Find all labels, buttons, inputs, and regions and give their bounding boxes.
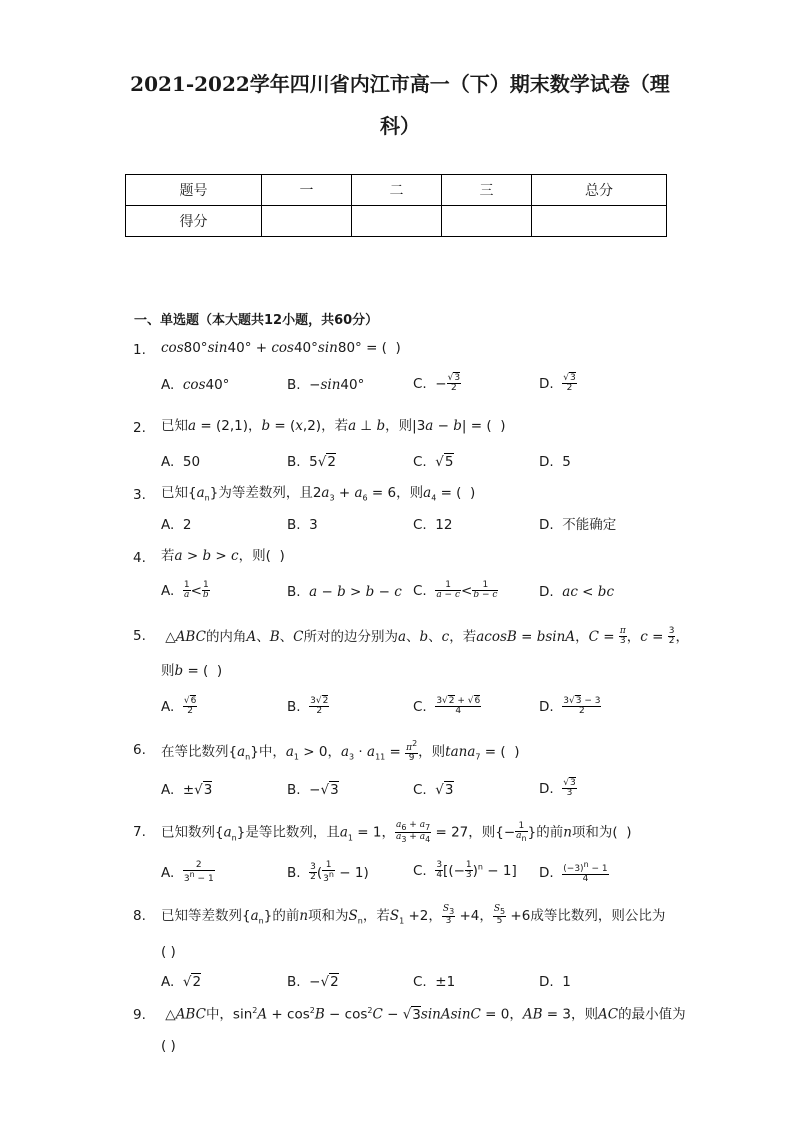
score-row-label: 得分: [126, 206, 262, 237]
question-stem-cont: ( ): [161, 1038, 176, 1054]
option-d[interactable]: D. ac < bc: [539, 584, 614, 600]
exam-title-line2: 科）: [380, 114, 420, 138]
option-b[interactable]: B. $\frac{3}{2}$ ( $\frac{1}{3^n}$ − 1): [287, 860, 369, 885]
option-a[interactable]: A. ±√3: [161, 782, 213, 798]
option-c[interactable]: C. − $\frac{√3}{2}$: [413, 373, 461, 394]
option-c[interactable]: C. $\frac{3}{4}$ [(− $\frac{1}{3}$ )$^n$ − 1]: [413, 860, 517, 881]
score-table-header-row: [126, 175, 667, 206]
score-table-score-row: [126, 206, 667, 237]
score-cell: 题号: [126, 175, 262, 206]
option-b[interactable]: B. $\frac{3√2}{2}$: [287, 696, 329, 717]
question-stem: △ABC的内角A、B、C所对的边分别为a、b、c，若acosB = bsinA，C = $\frac{\pi}{3}$ ，c = $\frac{3}{2}$ ，: [161, 626, 689, 647]
option-a[interactable]: A. 50: [161, 454, 201, 470]
score-blank-cell[interactable]: [442, 206, 532, 237]
option-b[interactable]: B. −√2: [287, 974, 339, 990]
question-number: 8.: [133, 908, 146, 924]
question-stem: 已知等差数列$\{a_n\}$的前n项和为$S_n$，若$S_1 +2$， $\frac{S_3}{3}$ +4， $\frac{S_5}{5}$ +6成等比数列，则公比为: [161, 904, 666, 927]
question-stem: 若a > b > c，则( ): [161, 548, 285, 564]
option-c[interactable]: C. ±1: [413, 974, 456, 990]
option-d[interactable]: D. 5: [539, 454, 571, 470]
option-c[interactable]: C. $\frac{3√2 + √6}{4}$: [413, 696, 481, 717]
option-d[interactable]: D. $\frac{3√3 - 3}{2}$: [539, 696, 601, 717]
question-stem-cont: ( ): [161, 944, 176, 960]
score-cell: 三: [442, 175, 532, 206]
option-b[interactable]: B. 3: [287, 517, 318, 533]
question-stem: △ABC中，$\sin^2A + \cos^2B - \cos^2C$ − √3sinAsinC = 0，AB = 3，则AC的最小值为: [161, 1006, 686, 1023]
question-stem: cos80°sin40° + cos40°sin80° = ( ): [161, 340, 401, 356]
score-blank-cell[interactable]: [262, 206, 352, 237]
option-b[interactable]: B. a − b > b − c: [287, 584, 402, 600]
option-b[interactable]: B. −√3: [287, 782, 339, 798]
score-cell: 一: [262, 175, 352, 206]
option-d[interactable]: D. 不能确定: [539, 517, 617, 533]
score-cell: 二: [352, 175, 442, 206]
score-table: [125, 174, 667, 237]
question-number: 3.: [133, 487, 146, 503]
question-stem-cont: 则b = ( ): [161, 663, 223, 679]
option-a[interactable]: A. $\frac{1}{a}$ < $\frac{1}{b}$: [161, 580, 209, 601]
question-number: 4.: [133, 550, 146, 566]
option-a[interactable]: A. √2: [161, 974, 202, 990]
option-d[interactable]: D. $\frac{(-3)^n - 1}{4}$: [539, 860, 608, 885]
option-a[interactable]: A. $\frac{2}{3^n - 1}$: [161, 860, 214, 885]
option-a[interactable]: A. cos40°: [161, 377, 230, 393]
option-b[interactable]: B. −sin40°: [287, 377, 365, 393]
question-number: 5.: [133, 628, 146, 644]
question-number: 7.: [133, 824, 146, 840]
question-number: 1.: [133, 342, 146, 358]
section-heading: 一、单选题（本大题共12小题，共60分）: [134, 313, 379, 328]
option-c[interactable]: C. √3: [413, 782, 454, 798]
option-a[interactable]: A. $\frac{√6}{2}$: [161, 696, 197, 717]
option-c[interactable]: C. 12: [413, 517, 453, 533]
question-stem: 已知a = (2,1)，b = (x,2)，若a ⊥ b，则|3a − b| = ( ): [161, 418, 506, 434]
option-d[interactable]: D. $\frac{√3}{3}$: [539, 778, 576, 799]
option-a[interactable]: A. 2: [161, 517, 192, 533]
score-blank-cell[interactable]: [532, 206, 667, 237]
option-b[interactable]: B. 5√2: [287, 454, 336, 470]
question-number: 9.: [133, 1007, 146, 1023]
option-c[interactable]: C. √5: [413, 454, 454, 470]
option-c[interactable]: C. $\frac{1}{a - c}$ < $\frac{1}{b - c}$: [413, 580, 498, 601]
score-blank-cell[interactable]: [352, 206, 442, 237]
question-number: 6.: [133, 742, 146, 758]
question-number: 2.: [133, 420, 146, 436]
question-stem: 已知$\{a_n\}$为等差数列，且$2a_3 + a_6 = 6$，则$a_4$ = ( ): [161, 485, 476, 503]
option-d[interactable]: D. 1: [539, 974, 571, 990]
question-stem: 在等比数列$\{a_n\}$中，$a_1 > 0$，$a_3 \cdot a_{11}$ = $\frac{\pi^2}{9}$ ，则tana$_7$ = ( ): [161, 739, 520, 764]
question-stem: 已知数列$\{a_n\}$是等比数列，且$a_1 = 1$， $\frac{a_6 + a_7}{a_3 + a_4}$ = 27，则{− $\frac{1}{a_n}$ }的前n项和为( ): [161, 820, 632, 844]
score-cell: 总分: [532, 175, 667, 206]
option-d[interactable]: D. $\frac{√3}{2}$: [539, 373, 576, 394]
exam-title-line1: 2021-2022学年四川省内江市高一（下）期末数学试卷（理: [130, 72, 670, 96]
